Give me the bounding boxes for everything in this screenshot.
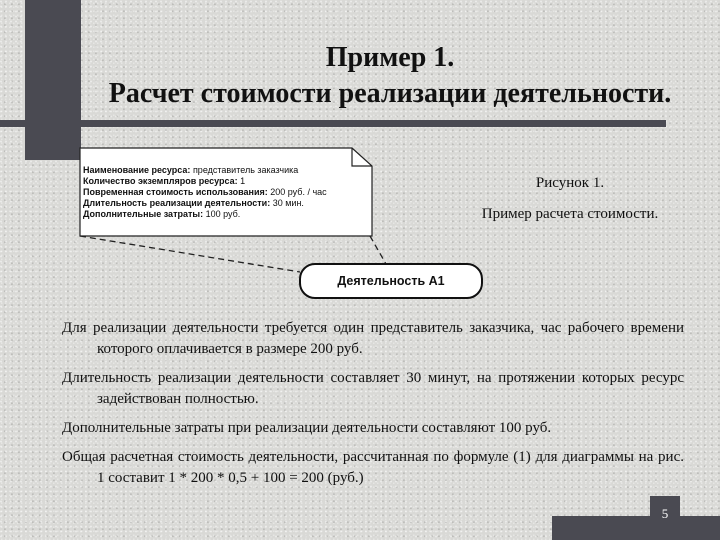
resource-duration-label: Длительность реализации деятельности: — [83, 198, 271, 208]
resource-rate-label: Повременная стоимость использования: — [83, 187, 268, 197]
resource-name-label: Наименование ресурса: — [83, 165, 191, 175]
body-text — [62, 318, 684, 497]
caption-line-2: Пример расчета стоимости. — [481, 206, 659, 222]
resource-rate-value: 200 руб. / час — [270, 187, 327, 197]
resource-duration-row — [83, 198, 327, 209]
resource-info — [83, 165, 327, 220]
activity-label: Деятельность А1 — [337, 274, 445, 288]
caption-line-1: Рисунок 1. — [535, 175, 605, 191]
resource-extra-value: 100 руб. — [205, 209, 241, 219]
figure-caption — [460, 175, 680, 237]
paragraph-total-cost: Общая расчетная стоимость деятельности, рассчитанная по формуле (1) для диаграммы на рис. 1 составит 1 * 200 * 0,5 + 100 = 200 (руб.) — [62, 449, 684, 486]
resource-count-row — [83, 176, 327, 187]
title-line-1: Пример 1. — [325, 42, 455, 73]
page-number: 5 — [650, 496, 680, 540]
resource-duration-value: 30 мин. — [272, 198, 304, 208]
resource-extra-label: Дополнительные затраты: — [83, 209, 204, 219]
paragraph-duration: Длительность реализации деятельности составляет 30 минут, на протяжении которых ресурс задействован полностью. — [62, 370, 684, 407]
paragraph-resource: Для реализации деятельности требуется один представитель заказчика, час рабочего времени которого оплачивается в размере 200 руб. — [62, 320, 684, 357]
resource-name-row — [83, 165, 327, 176]
resource-count-value: 1 — [240, 176, 246, 186]
callout-line-left — [80, 236, 300, 272]
decorative-bottom-bar — [552, 516, 720, 540]
callout-line-right — [370, 236, 386, 264]
resource-extra-row — [83, 209, 327, 220]
title-line-2: Расчет стоимости реализации деятельности. — [108, 78, 672, 109]
resource-rate-row — [83, 187, 327, 198]
paragraph-extra-costs: Дополнительные затраты при реализации деятельности составляют 100 руб. — [62, 420, 552, 436]
resource-name-value: представитель заказчика — [192, 165, 299, 175]
resource-count-label: Количество экземпляров ресурса: — [83, 176, 238, 186]
